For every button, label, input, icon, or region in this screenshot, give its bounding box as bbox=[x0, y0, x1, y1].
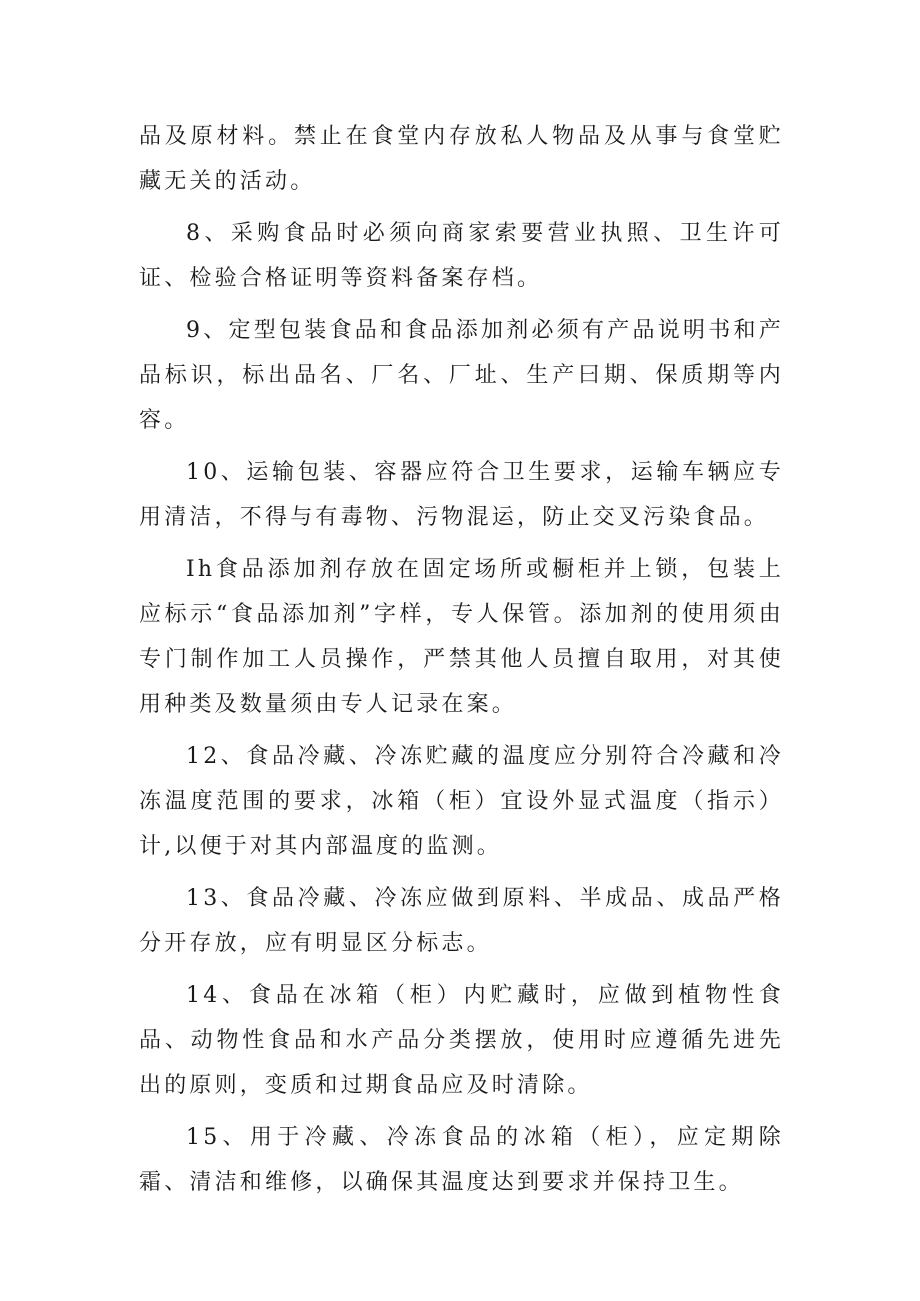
paragraph-item-15: 15、用于冷藏、冷冻食品的冰箱（柜），应定期除霜、清洁和维修，以确保其温度达到要求并保持卫生。 bbox=[139, 1125, 784, 1195]
paragraph-item-8: 8、采购食品时必须向商家索要营业执照、卫生许可证、检验合格证明等资料备案存档。 bbox=[139, 221, 784, 291]
paragraph-item-10: 10、运输包装、容器应符合卫生要求，运输车辆应专用清洁，不得与有毒物、污物混运，防止交叉污染食品。 bbox=[139, 460, 784, 530]
paragraph-continuation: 品及原材料。禁止在食堂内存放私人物品及从事与食堂贮藏无关的活动。 bbox=[139, 124, 784, 194]
document-body bbox=[139, 114, 784, 1212]
paragraph-item-11: Ih食品添加剂存放在固定场所或橱柜并上锁，包装上应标示“食品添加剂”字样，专人保管。添加剂的使用须由专门制作加工人员操作，严禁其他人员擅自取用，对其使用种类及数量须由专人记录在案。 bbox=[139, 557, 784, 717]
paragraph-item-14: 14、食品在冰箱（柜）内贮藏时，应做到植物性食品、动物性食品和水产品分类摆放，使用时应遵循先进先出的原则，变质和过期食品应及时清除。 bbox=[139, 983, 784, 1098]
paragraph-item-9: 9、定型包装食品和食品添加剂必须有产品说明书和产品标识，标出品名、厂名、厂址、生产曰期、保质期等内容。 bbox=[139, 318, 784, 433]
paragraph-item-12: 12、食品冷藏、冷冻贮藏的温度应分别符合冷藏和冷冻温度范围的要求，冰箱（柜）宜设外显式温度（指示）计,以便于对其内部温度的监测。 bbox=[139, 744, 784, 859]
paragraph-item-13: 13、食品冷藏、冷冻应做到原料、半成品、成品严格分开存放，应有明显区分标志。 bbox=[139, 886, 784, 956]
